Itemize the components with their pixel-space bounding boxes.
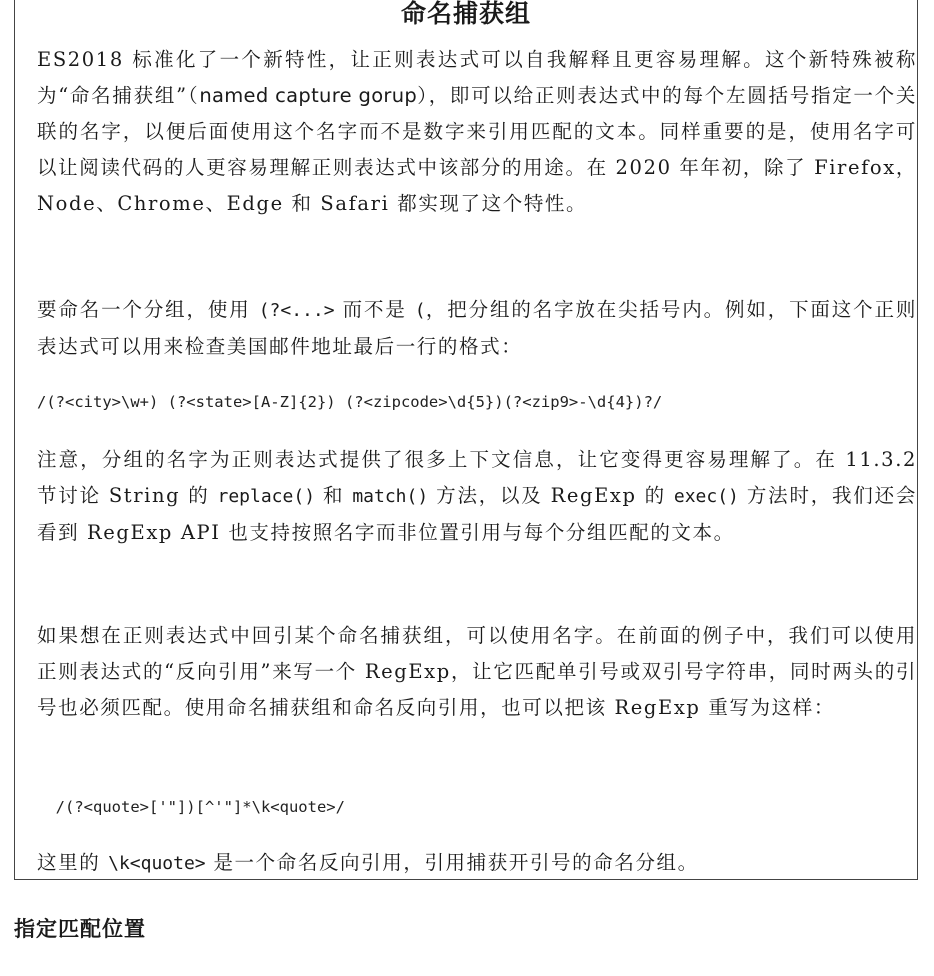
paragraph-named-backref (37, 845, 917, 882)
term-named-capture: named capture gorup (199, 84, 418, 107)
paragraph-context-text-a: 注意，分组的名字为正则表达式提供了很多上下文信息，让它变得更容易理解了。在 11.3.2 节讨论 String 的 (37, 448, 917, 507)
paragraph-context (37, 442, 917, 551)
sidebar-title: 命名捕获组 (400, 0, 531, 28)
named-capture-sidebar (14, 0, 918, 880)
paragraph-named-backref-text-a: 这里的 (37, 851, 109, 874)
paragraph-backreference-text: 如果想在正则表达式中回引某个命名捕获组，可以使用名字。在前面的例子中，我们可以使用正则表达式的“反向引用”来写一个 RegExp，让它匹配单引号或双引号字符串，同时两头的引号也必须匹配。使用命名捕获组和命名反向引用，也可以把该 RegExp 重写为这样： (37, 624, 917, 719)
inline-code-paren: ( (414, 300, 426, 321)
code-example-zip-regex: /(?<city>\w+) (?<state>[A-Z]{2}) (?<zipcode>\d{5})(?<zip9>-\d{4})?/ (37, 393, 663, 411)
paragraph-backreference (37, 618, 917, 726)
paragraph-naming-text-c: ，把分组的名字放在尖括号内。例如，下面这个正则表达式可以用来检查美国邮件地址最后一行的格式： (37, 298, 917, 358)
inline-code-replace: replace() (217, 486, 316, 507)
paragraph-naming-syntax (37, 292, 917, 365)
paragraph-naming-text-b: 而不是 (334, 298, 415, 321)
paragraph-intro-text-b: ），即可以给正则表达式中的每个左圆括号指定一个关联的名字，以便后面使用这个名字而不是数字来引用匹配的文本。同样重要的是，使用名字可以让阅读代码的人更容易理解正则表达式中该部分的用途。在 2020 年年初，除了 Firefox，Node、Chrome、Edge 和 Safari 都实现了这个特性。 (37, 84, 917, 215)
inline-code-named-group: (?<...> (258, 300, 335, 321)
paragraph-context-text-c: 方法，以及 RegExp 的 (428, 484, 674, 507)
paragraph-intro-text-a: ES2018 标准化了一个新特性，让正则表达式可以自我解释且更容易理解。这个新特殊被称为“命名捕获组”（ (37, 48, 917, 107)
code-example-quote-regex: /(?<quote>['"])[^'"]*\k<quote>/ (37, 798, 345, 816)
paragraph-context-text-b: 和 (315, 484, 353, 507)
inline-code-match: match() (352, 486, 429, 507)
inline-code-exec: exec() (673, 486, 739, 507)
paragraph-context-text-d: 方法时，我们还会看到 RegExp API 也支持按照名字而非位置引用与每个分组匹配的文本。 (37, 484, 917, 544)
inline-code-k-quote: \k<quote> (108, 853, 206, 874)
section-heading: 指定匹配位置 (14, 917, 146, 941)
paragraph-intro (37, 42, 917, 222)
paragraph-naming-text-a: 要命名一个分组，使用 (37, 298, 259, 321)
paragraph-named-backref-text-b: 是一个命名反向引用，引用捕获开引号的命名分组。 (205, 851, 699, 874)
